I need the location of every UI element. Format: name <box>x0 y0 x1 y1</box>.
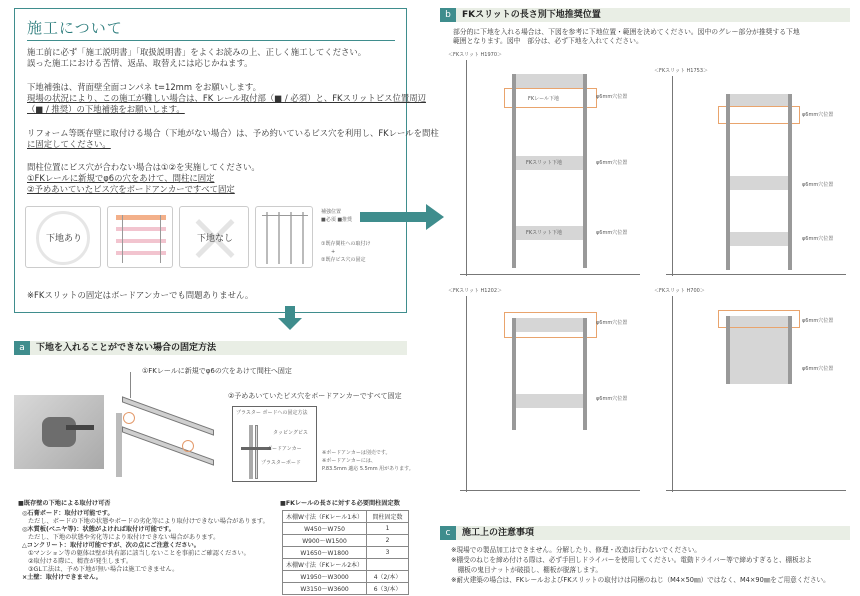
wall-title: ■既存壁の下地による取付け可否 <box>18 500 111 507</box>
table-header-row: 木棚W寸法（FKレール1本） 間柱固定数 <box>283 511 409 523</box>
intro-line-2: 誤った施工における苦情、返品、取替えには応じかねます。 <box>27 58 253 68</box>
section-a-header <box>14 341 407 355</box>
label-plaster-board: プラスターボード <box>261 460 301 466</box>
intro-line-5: （■ / 推奨）の下地補強をお願いします。 <box>27 104 185 114</box>
table-row: W450〜W750 1 <box>283 523 409 535</box>
intro-line-6: リフォーム等既存壁に取付ける場合（下地がない場合）は、予め約いているビス穴を利用し、FKレールを間柱 <box>27 128 439 138</box>
section-a-title: 下地を入れることができない場合の固定方法 <box>36 343 217 353</box>
section-c-header <box>440 526 850 540</box>
intro-line-8: 間柱位置にビス穴が合わない場合は①②を実施してください。 <box>27 162 260 172</box>
with-base-label: 下地あり <box>45 234 82 244</box>
table-row: W1650〜W1800 3 <box>283 547 409 559</box>
diagram-h1202-label: ＜FKスリット H1202＞ <box>448 288 503 294</box>
detail-note-1: ※ボードアンカーは別売です。 <box>322 450 391 456</box>
section-c-line-3: 棚板の鬼目ナットが破損し、棚板が脱落します。 <box>451 566 602 574</box>
wall-line-6: ①マンション等の躯体は壁が共有部に該当しないことを事前にご確認ください。 <box>28 550 250 557</box>
label-tapping-screw: タッピングビス <box>273 430 308 436</box>
section-b-header <box>440 8 850 22</box>
table-row: W1950〜W3000 4（2/本） <box>283 571 409 583</box>
table-row: W900〜W1500 2 <box>283 535 409 547</box>
section-c-line-2: ※棚受のねじを締め付ける際は、必ず手回しドライバーを使用してください。電動ドライバー等で締めすぎると、棚板およ <box>451 556 812 564</box>
section-c-line-1: ※現場での製品加工はできません。分解したり、修理・改造は行わないでください。 <box>451 546 701 554</box>
wall-line-8: ③GL工法は、予め下地が無い場合は施工できません。 <box>28 566 179 573</box>
diagram-h700-label: ＜FKスリット H700＞ <box>654 288 705 294</box>
diagram-h1202: ＜FKスリット H1202＞ φ6mm穴位置 φ6mm穴位置 <box>446 286 646 496</box>
section-a-badge: a <box>14 341 30 355</box>
without-base-icon-box <box>179 206 249 268</box>
section-c-badge: c <box>440 526 456 540</box>
intro-line-7: に固定してください。 <box>27 139 111 149</box>
table-title: ■FKレールの長さに対する必要間柱固定数 <box>280 500 400 507</box>
intro-line-4: 現場の状況により、この施工が難しい場合は、FK レール取付部（■ / 必須）と、FKスリットビス位置周辺 <box>27 93 426 103</box>
detail-note-3: P.83.5mm 適応 5.5mm 用があります。 <box>322 466 414 472</box>
required-band-icon <box>116 215 166 220</box>
intro-line-10: ②予めあいていたビス穴をボードアンカーですべて固定 <box>27 184 235 194</box>
rail-illustration <box>112 408 222 480</box>
callout-1: ①FKレールに新規でφ6の穴をあけて間柱へ固定 <box>142 367 292 375</box>
table-row: W3150〜W3600 6（3/本） <box>283 583 409 595</box>
intro-line-11: ※FKスリットの固定はボードアンカーでも問題ありません。 <box>27 290 254 300</box>
intro-title: 施工について <box>27 19 123 37</box>
wall-line-2: ただし、ボードの下地の状態やボードの劣化等により取付けできない場合があります。 <box>28 518 269 525</box>
section-c-line-4: ※耐火建築の場合は、FKレールおよびFKスリットの取付けは同梱のねじ（M4×50㎜）ではなく、M4×90㎜をご用意ください。 <box>451 576 830 584</box>
section-b-title: FKスリットの長さ別下地推奨位置 <box>462 10 601 20</box>
table-header-row: 木棚W寸法（FKレール2本） <box>283 559 409 571</box>
wall-line-7: ②取付ける際に、精査が発生します。 <box>28 558 133 565</box>
plaster-detail-box <box>232 406 317 482</box>
with-base-diagram <box>107 206 173 268</box>
intro-box <box>14 8 439 313</box>
diagram-h1753: ＜FKスリット H1753＞ φ6mm穴位置 φ6mm穴位置 φ6mm穴位置 <box>652 66 852 280</box>
drill-photo <box>14 395 104 469</box>
legend-note-1: ①既存間柱への取付け <box>321 241 371 247</box>
intro-line-9: ①FKレールに新規でφ6の穴をあけて、間柱に固定 <box>27 173 215 183</box>
section-b-desc-1: 部分的に下地を入れる場合は、下図を参考に下地位置・範囲を決めてください。図中のグレー部分が推奨する下地 <box>453 28 800 36</box>
legend-title: 補強位置 <box>321 209 342 215</box>
diagram-h700: ＜FKスリット H700＞ φ6mm穴位置 φ6mm穴位置 <box>652 286 852 496</box>
section-b-desc-2: 範囲となります。図中 部分は、必ず下地を入れてください。 <box>453 37 643 45</box>
intro-line-3: 下地補強は、背面壁全面コンパネ t=12mm をお願いします。 <box>27 82 261 92</box>
label-board-anchor: ボードアンカー <box>267 446 302 452</box>
legend-items: ■必須 ■推奨 <box>321 217 353 223</box>
diagram-h1970: ＜FKスリット H1970＞ FKレール下地 FKスリット下地 FKスリット下地 φ6mm穴位置 φ6mm穴位置 φ6mm穴位置 <box>446 50 646 280</box>
diagram-h1753-label: ＜FKスリット H1753＞ <box>654 68 709 74</box>
wall-line-5: △コンクリート：取付け可能ですが、次の点にご注意ください。 <box>22 542 200 549</box>
wall-line-9: ×土壁：取付けできません。 <box>22 574 102 581</box>
callout-2: ②予めあいていたビス穴をボードアンカーですべて固定 <box>228 392 402 400</box>
screw-circle-icon <box>123 412 135 424</box>
wall-line-3: ◎木質板(ベニヤ等)：状態がよければ取付け可能です。 <box>22 526 175 533</box>
section-c-title: 施工上の注意事項 <box>462 528 535 538</box>
diagram-h1970-label: ＜FKスリット H1970＞ <box>448 52 503 58</box>
plaster-detail-title: プラスター ボードへの固定方法 <box>236 410 308 416</box>
intro-line-1: 施工前に必ず「施工説明書」「取扱説明書」をよくお読みの上、正しく施工してください。 <box>27 47 367 57</box>
without-base-diagram <box>255 206 313 268</box>
section-b-badge: b <box>440 8 456 22</box>
detail-note-2: ※ボードアンカーには、 <box>322 458 376 464</box>
with-base-icon-box <box>25 206 101 268</box>
legend-note-plus: + <box>331 249 336 255</box>
wall-line-4: ただし、下地の状態や劣化等により取付けできない場合があります。 <box>28 534 220 541</box>
drill-icon <box>42 417 76 447</box>
wall-line-1: ◎石膏ボード：取付け可能です。 <box>22 510 114 517</box>
arrow-right-icon <box>360 212 428 222</box>
fixing-table <box>282 510 409 595</box>
without-base-label: 下地なし <box>196 234 233 244</box>
intro-title-rule <box>27 40 395 41</box>
legend-note-2: ②既存ビス穴の固定 <box>321 257 366 263</box>
